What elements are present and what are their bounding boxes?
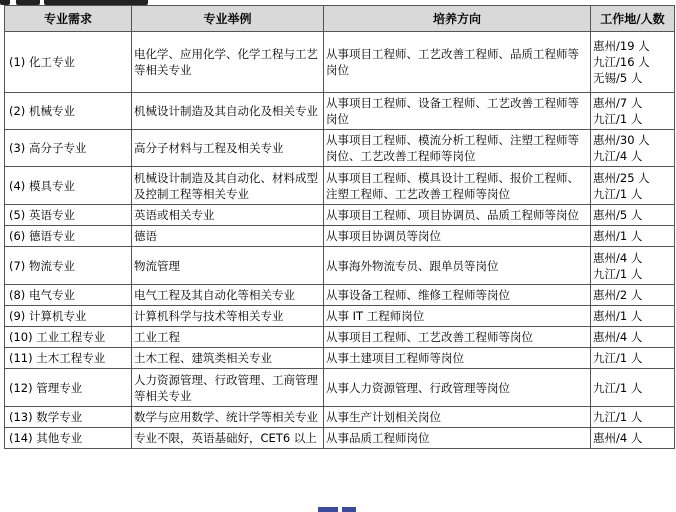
table-row: [5, 130, 675, 167]
table-row: [5, 32, 675, 93]
cell-major: (3) 高分子专业: [5, 130, 132, 167]
cell-major: (8) 电气专业: [5, 285, 132, 306]
cell-major: (6) 德语专业: [5, 226, 132, 247]
cell-direction: 从事项目工程师、模具设计工程师、报价工程师、注塑工程师、工艺改善工程师等岗位: [324, 167, 591, 205]
cell-major: (11) 土木工程专业: [5, 348, 132, 369]
cell-examples: 计算机科学与技术等相关专业: [132, 306, 324, 327]
header-location: 工作地/人数: [591, 6, 675, 32]
cell-examples: 电化学、应用化学、化学工程与工艺等相关专业: [132, 32, 324, 93]
cell-examples: 英语或相关专业: [132, 205, 324, 226]
cell-major: (14) 其他专业: [5, 428, 132, 449]
location-entry: 惠州/4 人: [593, 330, 643, 344]
cell-examples: 高分子材料与工程及相关专业: [132, 130, 324, 167]
cell-direction: 从事项目工程师、工艺改善工程师等岗位: [324, 327, 591, 348]
cell-direction: 从事品质工程师岗位: [324, 428, 591, 449]
cell-major: (13) 数学专业: [5, 407, 132, 428]
cell-direction: 从事人力资源管理、行政管理等岗位: [324, 369, 591, 407]
cell-direction: 从事土建项目工程师等岗位: [324, 348, 591, 369]
cell-examples: 德语: [132, 226, 324, 247]
header-direction: 培养方向: [324, 6, 591, 32]
cell-locations: [591, 369, 675, 407]
table-row: [5, 285, 675, 306]
location-entry: 九江/1 人: [593, 410, 643, 424]
location-entry: 惠州/2 人: [593, 288, 643, 302]
cell-direction: 从事 IT 工程师岗位: [324, 306, 591, 327]
table-body: [5, 32, 675, 449]
table-row: [5, 428, 675, 449]
cell-major: (5) 英语专业: [5, 205, 132, 226]
table-row: [5, 348, 675, 369]
cell-examples: 土木工程、建筑类相关专业: [132, 348, 324, 369]
table-row: [5, 306, 675, 327]
cell-direction: 从事设备工程师、维修工程师等岗位: [324, 285, 591, 306]
location-entry: 惠州/5 人: [593, 208, 643, 222]
location-entry: 惠州/25 人: [593, 170, 650, 185]
cell-examples: 工业工程: [132, 327, 324, 348]
location-entry: 无锡/5 人: [593, 71, 643, 85]
table-header-row: [5, 6, 675, 32]
cell-major: (10) 工业工程专业: [5, 327, 132, 348]
location-entry: 惠州/1 人: [593, 229, 643, 243]
cell-direction: 从事生产计划相关岗位: [324, 407, 591, 428]
location-entry: 惠州/4 人: [593, 431, 643, 445]
cell-locations: [591, 226, 675, 247]
cell-examples: 物流管理: [132, 247, 324, 285]
cell-direction: 从事项目工程师、设备工程师、工艺改善工程师等岗位: [324, 93, 591, 130]
cell-locations: [591, 348, 675, 369]
cell-locations: [591, 285, 675, 306]
cell-locations: [591, 93, 675, 130]
location-entry: 惠州/19 人: [593, 39, 650, 53]
cell-examples: 专业不限，英语基础好，CET6 以上: [132, 428, 324, 449]
table-row: [5, 167, 675, 205]
cell-locations: [591, 247, 675, 285]
location-entry: 惠州/1 人: [593, 309, 643, 323]
cell-major: (1) 化工专业: [5, 32, 132, 93]
cell-direction: 从事项目工程师、模流分析工程师、注塑工程师等岗位、工艺改善工程师等岗位: [324, 130, 591, 167]
header-major: 专业需求: [5, 6, 132, 32]
cell-major: (7) 物流专业: [5, 247, 132, 285]
table-row: [5, 247, 675, 285]
cell-locations: [591, 205, 675, 226]
cell-locations: [591, 32, 675, 93]
location-entry: 九江/16 人: [593, 55, 650, 69]
location-entry: 九江/1 人: [593, 380, 643, 395]
table-row: [5, 93, 675, 130]
location-entry: 九江/4 人: [593, 149, 643, 163]
location-entry: 九江/1 人: [593, 351, 643, 365]
cell-locations: [591, 407, 675, 428]
table-row: [5, 226, 675, 247]
cell-locations: [591, 306, 675, 327]
cell-direction: 从事海外物流专员、跟单员等岗位: [324, 247, 591, 285]
table-row: [5, 205, 675, 226]
cell-major: (4) 模具专业: [5, 167, 132, 205]
cell-locations: [591, 167, 675, 205]
location-entry: 九江/1 人: [593, 186, 643, 201]
location-entry: 九江/1 人: [593, 266, 643, 281]
location-entry: 九江/1 人: [593, 112, 643, 126]
table-row: [5, 369, 675, 407]
cell-direction: 从事项目工程师、工艺改善工程师、品质工程师等岗位: [324, 32, 591, 93]
location-entry: 惠州/7 人: [593, 96, 643, 110]
cell-examples: 机械设计制造及其自动化及相关专业: [132, 93, 324, 130]
cell-examples: 电气工程及其自动化等相关专业: [132, 285, 324, 306]
cell-direction: 从事项目工程师、项目协调员、品质工程师等岗位: [324, 205, 591, 226]
cell-examples: 机械设计制造及其自动化、材料成型及控制工程等相关专业: [132, 167, 324, 205]
cell-locations: [591, 130, 675, 167]
cell-direction: 从事项目协调员等岗位: [324, 226, 591, 247]
footer-mark: [342, 507, 356, 512]
cell-locations: [591, 327, 675, 348]
cell-locations: [591, 428, 675, 449]
cell-examples: 数学与应用数学、统计学等相关专业: [132, 407, 324, 428]
cell-major: (2) 机械专业: [5, 93, 132, 130]
header-examples: 专业举例: [132, 6, 324, 32]
cell-examples: 人力资源管理、行政管理、工商管理等相关专业: [132, 369, 324, 407]
location-entry: 惠州/4 人: [593, 250, 643, 265]
recruitment-table: [4, 5, 675, 449]
table-row: [5, 327, 675, 348]
cell-major: (9) 计算机专业: [5, 306, 132, 327]
location-entry: 惠州/30 人: [593, 133, 650, 147]
cell-major: (12) 管理专业: [5, 369, 132, 407]
table-row: [5, 407, 675, 428]
footer-mark: [318, 507, 338, 512]
